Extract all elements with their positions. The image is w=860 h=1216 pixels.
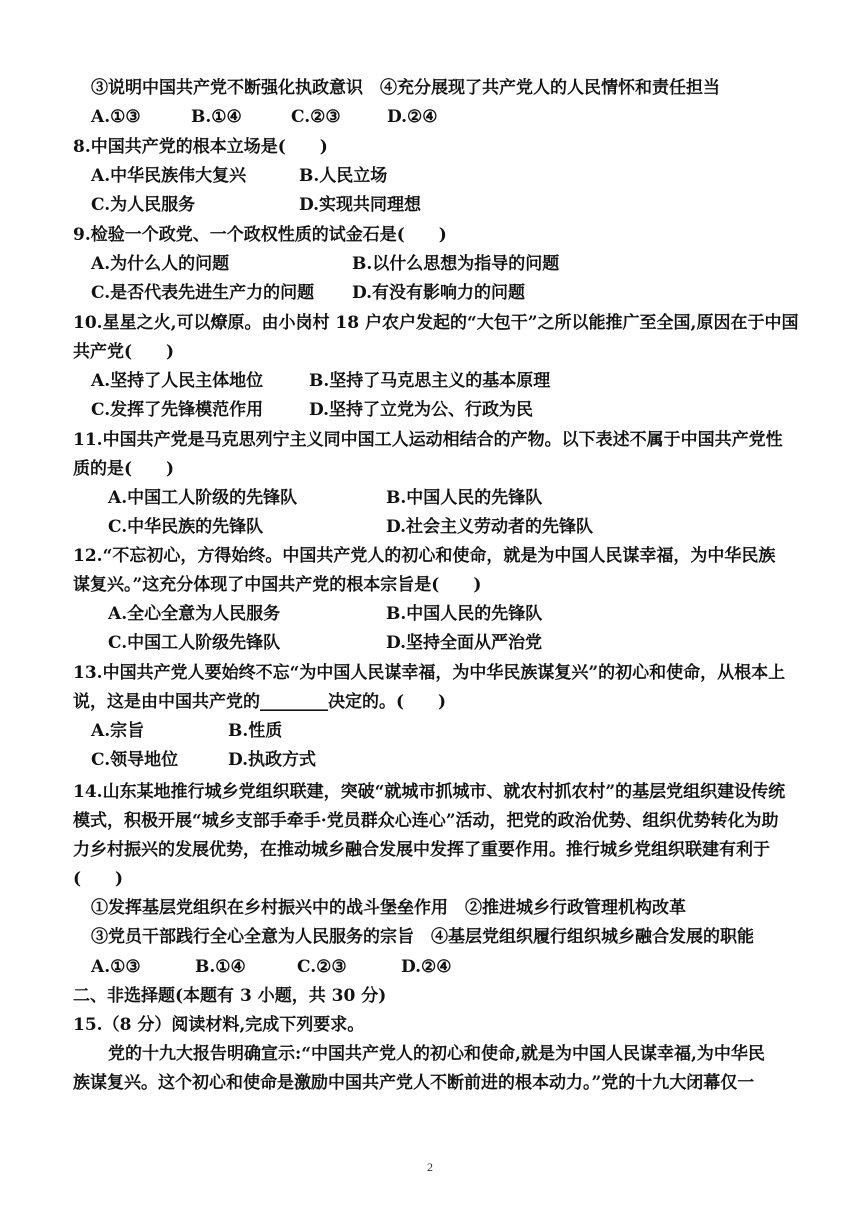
q13-option-a[interactable]: A.宗旨 xyxy=(91,721,145,741)
q12-option-b[interactable]: B.中国人民的先锋队 xyxy=(386,604,543,624)
q14-stem-line4: ( ) xyxy=(73,869,124,889)
q10-stem-line2: 共产党( ) xyxy=(73,342,175,362)
q13-stem-line1: 13.中国共产党人要始终不忘“为中国人民谋幸福，为中华民族谋复兴”的初心和使命，从根本上 xyxy=(73,663,786,683)
q13-stem-line2: 说，这是由中国共产党的________决定的。( ) xyxy=(73,692,447,712)
section-heading: 二、非选择题(本题有 3 小题，共 30 分) xyxy=(73,986,387,1006)
q7-option-b[interactable]: B.①④ xyxy=(191,107,242,127)
q12-option-d[interactable]: D.坚持全面从严治党 xyxy=(386,633,543,653)
q9-option-b[interactable]: B.以什么思想为指导的问题 xyxy=(352,254,560,274)
q14-option-a[interactable]: A.①③ xyxy=(91,957,141,977)
q14-option-c[interactable]: C.②③ xyxy=(297,957,347,977)
q12-stem-line2: 谋复兴。”这充分体现了中国共产党的根本宗旨是( ) xyxy=(73,575,482,595)
q8-option-d[interactable]: D.实现共同理想 xyxy=(299,195,422,215)
q13-option-c[interactable]: C.领导地位 xyxy=(91,750,179,770)
q8-stem: 8.中国共产党的根本立场是( ) xyxy=(73,137,328,157)
q14-statement-line2: ③党员干部践行全心全意为人民服务的宗旨 ④基层党组织履行组织城乡融合发展的职能 xyxy=(91,927,754,947)
q7-option-d[interactable]: D.②④ xyxy=(387,107,438,127)
q14-option-d[interactable]: D.②④ xyxy=(401,957,452,977)
q11-option-c[interactable]: C.中华民族的先锋队 xyxy=(108,517,264,537)
q8-option-a[interactable]: A.中华民族伟大复兴 xyxy=(91,166,247,186)
q14-statement-line1: ①发挥基层党组织在乡村振兴中的战斗堡垒作用 ②推进城乡行政管理机构改革 xyxy=(91,898,686,918)
q9-option-c[interactable]: C.是否代表先进生产力的问题 xyxy=(91,283,315,303)
q11-option-d[interactable]: D.社会主义劳动者的先锋队 xyxy=(386,517,594,537)
q12-option-c[interactable]: C.中国工人阶级先锋队 xyxy=(108,633,281,653)
q7-option-a[interactable]: A.①③ xyxy=(91,107,141,127)
q9-option-d[interactable]: D.有没有影响力的问题 xyxy=(352,283,526,303)
q7-option-c[interactable]: C.②③ xyxy=(291,107,341,127)
q11-option-a[interactable]: A.中国工人阶级的先锋队 xyxy=(108,488,298,508)
q11-option-b[interactable]: B.中国人民的先锋队 xyxy=(386,488,543,508)
q10-option-d[interactable]: D.坚持了立党为公、行政为民 xyxy=(309,400,534,420)
q14-stem-line1: 14.山东某地推行城乡党组织联建，突破“就城市抓城市、就农村抓农村”的基层党组织建设传统 xyxy=(73,782,786,802)
q15-stem: 15.（8 分）阅读材料,完成下列要求。 xyxy=(73,1015,365,1035)
q11-stem-line1: 11.中国共产党是马克思列宁主义同中国工人运动相结合的产物。以下表述不属于中国共产党性 xyxy=(73,430,783,450)
q8-option-b[interactable]: B.人民立场 xyxy=(299,166,388,186)
q14-stem-line3: 力乡村振兴的发展优势，在推动城乡融合发展中发挥了重要作用。推行城乡党组织联建有利于 xyxy=(73,840,770,860)
q13-option-b[interactable]: B.性质 xyxy=(228,721,283,741)
q9-option-a[interactable]: A.为什么人的问题 xyxy=(91,254,230,274)
q8-option-c[interactable]: C.为人民服务 xyxy=(91,195,196,215)
q9-stem: 9.检验一个政党、一个政权性质的试金石是( ) xyxy=(73,225,447,245)
q10-stem-line1: 10.星星之火,可以燎原。由小岗村 18 户农户发起的“大包干”之所以能推广至全国,原因在于中国 xyxy=(73,313,799,333)
page-number: 2 xyxy=(427,1160,433,1174)
q13-option-d[interactable]: D.执政方式 xyxy=(228,750,317,770)
q11-stem-line2: 质的是( ) xyxy=(73,459,175,479)
q10-option-b[interactable]: B.坚持了马克思主义的基本原理 xyxy=(309,371,551,391)
q10-option-c[interactable]: C.发挥了先锋模范作用 xyxy=(91,400,264,420)
q15-material-line1: 党的十九大报告明确宣示:“中国共产党人的初心和使命,就是为中国人民谋幸福,为中华民 xyxy=(108,1044,765,1064)
q12-option-a[interactable]: A.全心全意为人民服务 xyxy=(108,604,281,624)
q14-option-b[interactable]: B.①④ xyxy=(195,957,246,977)
q15-material-line2: 族谋复兴。这个初心和使命是激励中国共产党人不断前进的根本动力。”党的十九大闭幕仅一 xyxy=(73,1073,755,1093)
q7-statement-line: ③说明中国共产党不断强化执政意识 ④充分展现了共产党人的人民情怀和责任担当 xyxy=(91,78,720,98)
q14-stem-line2: 模式，积极开展“城乡支部手牵手·党员群众心连心”活动，把党的政治优势、组织优势转化为助 xyxy=(73,811,779,831)
q10-option-a[interactable]: A.坚持了人民主体地位 xyxy=(91,371,264,391)
q12-stem-line1: 12.“不忘初心，方得始终。中国共产党人的初心和使命，就是为中国人民谋幸福，为中华民族 xyxy=(73,546,776,566)
